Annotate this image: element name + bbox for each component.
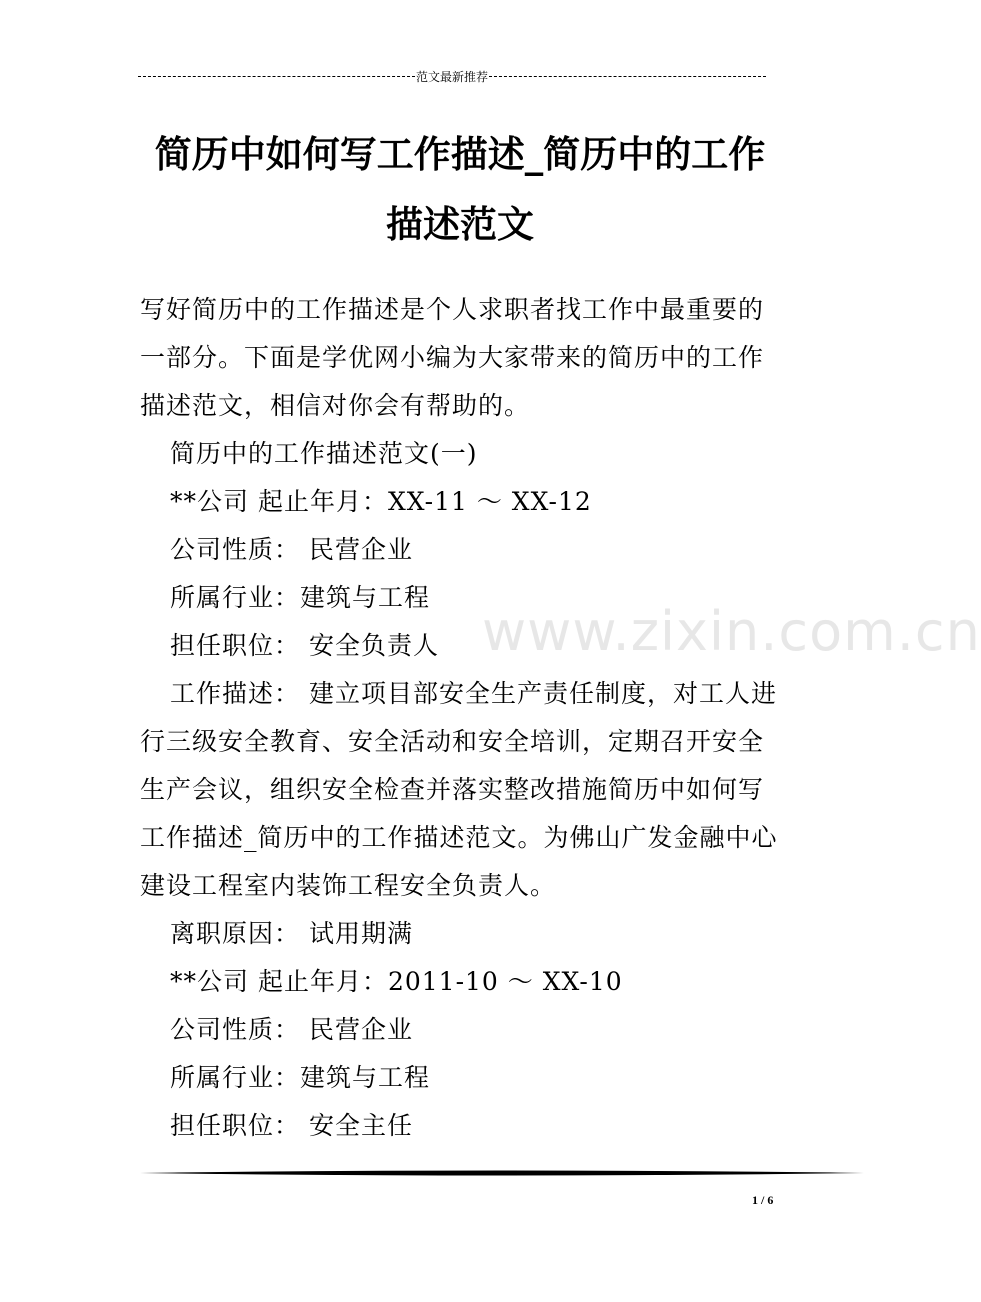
page-number: 1 / 6 bbox=[752, 1193, 774, 1207]
section-heading: 简历中的工作描述范文(一) bbox=[170, 439, 478, 468]
job2-position: 担任职位： 安全主任 bbox=[170, 1111, 413, 1140]
job2-company-nature: 公司性质： 民营企业 bbox=[170, 1015, 413, 1044]
page-header bbox=[138, 66, 766, 86]
header-label: 范文最新推荐 bbox=[416, 69, 489, 84]
job1-position: 担任职位： 安全负责人 bbox=[170, 631, 439, 660]
intro-paragraph: 写好简历中的工作描述是个人求职者找工作中最重要的一部分。下面是学优网小编为大家带来的简历中的工作描述范文，相信对你会有帮助的。 bbox=[140, 295, 765, 420]
job2-company-period: **公司 起止年月：2011-10 ～ XX-10 bbox=[170, 967, 623, 996]
job1-company-period: **公司 起止年月：XX-11 ～ XX-12 bbox=[170, 487, 592, 516]
title-line-2: 描述范文 bbox=[386, 203, 534, 246]
document-title bbox=[140, 120, 780, 260]
job1-company-nature: 公司性质： 民营企业 bbox=[170, 535, 413, 564]
footer-rule bbox=[140, 1168, 864, 1178]
job1-industry: 所属行业：建筑与工程 bbox=[170, 583, 431, 612]
job2-industry: 所属行业：建筑与工程 bbox=[170, 1063, 431, 1092]
watermark-text: www.zixin.com.cn bbox=[482, 600, 981, 663]
title-line-1: 简历中如何写工作描述_简历中的工作 bbox=[154, 133, 766, 176]
header-dash-right bbox=[489, 76, 766, 77]
job1-leave-reason: 离职原因： 试用期满 bbox=[170, 919, 413, 948]
job1-description: 工作描述： 建立项目部安全生产责任制度，对工人进行三级安全教育、安全活动和安全培训，定期召开安全生产会议，组织安全检查并落实整改措施简历中如何写工作描述_简历中的工作描述范文。为佛山广发金融中心建设工程室内装饰工程安全负责人。 bbox=[140, 679, 778, 900]
header-dash-left bbox=[138, 76, 415, 77]
